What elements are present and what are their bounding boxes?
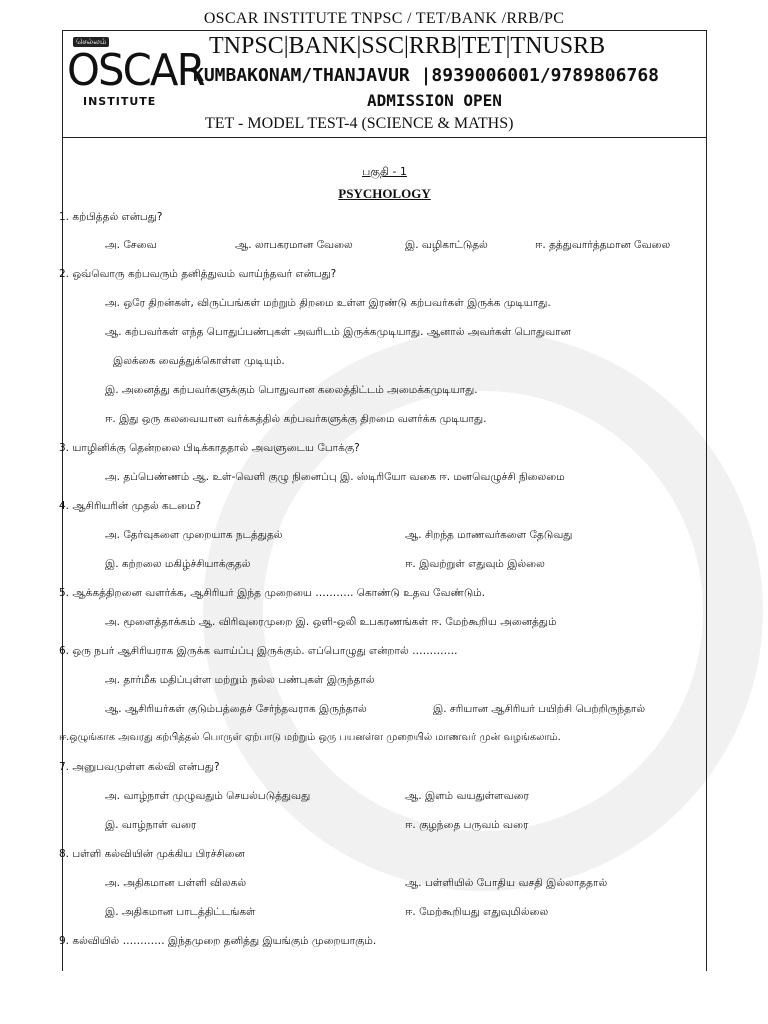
option: ஈ. மேற்கூறியது எதுவுமில்லை <box>405 906 549 918</box>
option: அ. வாழ்நாள் முழுவதும் செயல்படுத்துவது <box>105 790 311 802</box>
option: ஈ. குழந்தை பருவம் வரை <box>405 819 529 831</box>
option: ஆ. ஆசிரியர்கள் குடும்பத்தைச் சேர்ந்தவராக இருந்தால் <box>105 703 367 715</box>
question-8: 8. பள்ளி கல்வியின் முக்கிய பிரச்சினை <box>59 848 245 860</box>
option: ஆ. சிறந்த மாணவர்களை தேடுவது <box>405 529 573 541</box>
option: அ. அதிகமான பள்ளி விலகல் <box>105 877 247 889</box>
option: இ. கற்றலை மகிழ்ச்சியாக்குதல் <box>105 558 251 570</box>
option: ஆ. இளம் வயதுள்ளவரை <box>405 790 529 802</box>
option-continued: இலக்கை வைத்துக்கொள்ள முடியும். <box>113 355 285 367</box>
question-1: 1. கற்பித்தல் என்பது? <box>59 211 163 223</box>
option: இ. அனைத்து கற்பவர்களுக்கும் பொதுவான கலைத்திட்டம் அமைக்கமுடியாது. <box>105 384 478 396</box>
page-frame <box>59 30 707 971</box>
question-2: 2. ஒவ்வொரு கற்பவரும் தனித்துவம் வாய்ந்தவர் என்பது? <box>59 268 337 280</box>
test-title: TET - MODEL TEST-4 (SCIENCE & MATHS) <box>205 115 514 132</box>
question-4: 4. ஆசிரியரின் முதல் கடமை? <box>59 500 202 512</box>
option: ஈ.ஒழுங்காக அவரது கற்பித்தல் பொருள் ஏற்பாடு மற்றும் ஒரு பயனள்ள முறையில் மாணவர் முன் வழங்கலாம். <box>59 732 561 743</box>
top-banner: OSCAR INSTITUTE TNPSC / TET/BANK /RRB/PC <box>203 10 565 27</box>
option: ஈ. தத்துவார்த்தமான வேலை <box>535 239 671 251</box>
option: அ. சேவை <box>105 239 157 251</box>
locations-phones: KUMBAKONAM/THANJAVUR |8939006001/9789806768 <box>193 65 659 86</box>
admission-open: ADMISSION OPEN <box>367 91 502 110</box>
option: ஈ. இவற்றுள் எதுவும் இல்லை <box>405 558 545 570</box>
logo-text: OSCAR <box>67 45 204 96</box>
option: அ. மூளைத்தாக்கம் ஆ. விரிவுரைமுறை இ. ஒளி-ஒலி உபகரணங்கள் ஈ. மேற்கூறிய அனைத்தும் <box>105 616 557 628</box>
section-part: பகுதி - 1 <box>362 165 407 178</box>
option: இ. வாழ்நாள் வரை <box>105 819 197 831</box>
option: அ. தார்மீக மதிப்புள்ள மற்றும் நல்ல பண்புகள் இருந்தால் <box>105 674 375 686</box>
option: ஆ. கற்பவர்கள் எந்த பொதுப்பண்புகள் அவரிடம் இருக்கமுடியாது. ஆனால் அவர்கள் பொதுவான <box>105 326 571 338</box>
option: ஆ. லாபகரமான வேலை <box>235 239 353 251</box>
option: அ. ஒரே திறன்கள், விருப்பங்கள் மற்றும் திறமை உள்ள இரண்டு கற்பவர்கள் இருக்க முடியாது. <box>105 297 551 309</box>
question-7: 7. அனுபவமுள்ள கல்வி என்பது? <box>59 761 220 773</box>
option: இ. சரியான ஆசிரியர் பயிற்சி பெற்றிருந்தால் <box>433 703 646 715</box>
option: ஈ. இது ஒரு கலவையான வர்க்கத்தில் கற்பவர்களுக்கு திறமை வளர்க்க முடியாது. <box>105 413 487 425</box>
header <box>63 31 706 138</box>
option: ஆ. பள்ளியில் போதிய வசதி இல்லாததால் <box>405 877 608 889</box>
question-9: 9. கல்வியில் ………… இந்தமுறை தனித்து இயங்கும் முறையாகும். <box>59 935 377 947</box>
option: அ. தப்பெண்ணம் ஆ. உள்-வெளி குழு நினைப்பு இ. ஸ்டிரியோ வகை ஈ. மனவெழுச்சி நிலைமை <box>105 471 565 483</box>
question-6: 6. ஒரு நபர் ஆசிரியராக இருக்க வாய்ப்பு இருக்கும். எப்பொழுது என்றால் …………. <box>59 645 458 657</box>
question-3: 3. யாழினிக்கு தென்றலை பிடிக்காததால் அவளுடைய போக்கு? <box>59 442 360 454</box>
question-5: 5. ஆக்கத்திறனை வளர்க்க, ஆசிரியர் இந்த முறையை ……….. கொண்டு உதவ வேண்டும். <box>59 587 485 599</box>
option: இ. வழிகாட்டுதல் <box>405 239 488 251</box>
section-title: PSYCHOLOGY <box>338 186 431 201</box>
logo-subtext: INSTITUTE <box>83 95 157 108</box>
exam-list: TNPSC|BANK|SSC|RRB|TET|TNUSRB <box>209 33 606 59</box>
option: அ. தேர்வுகளை முறையாக நடத்துதல் <box>105 529 283 541</box>
oscar-logo <box>67 37 204 113</box>
option: இ. அதிகமான பாடத்திட்டங்கள் <box>105 906 256 918</box>
logo-tag: செல்லம் <box>73 37 109 47</box>
